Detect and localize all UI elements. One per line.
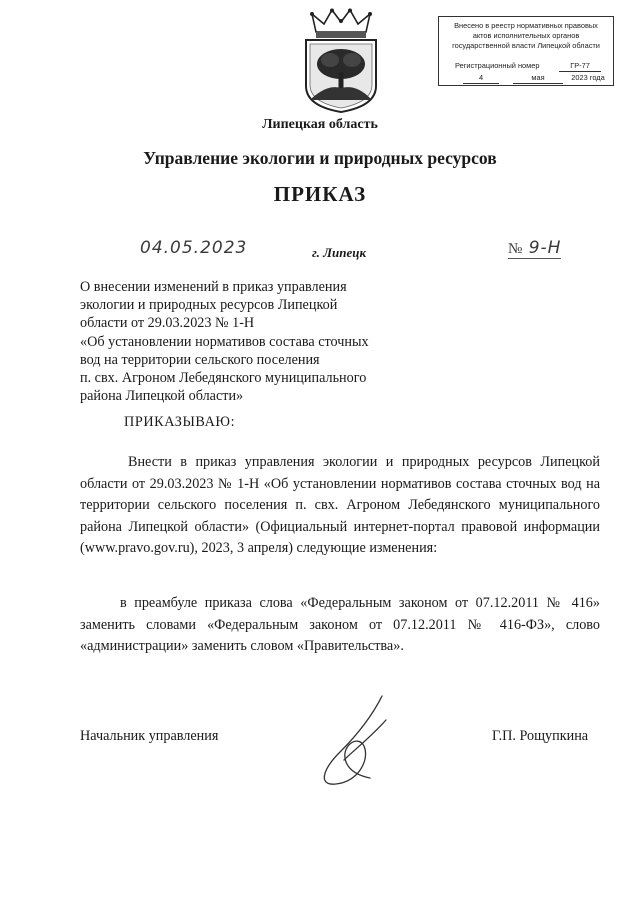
document-type: ПРИКАЗ: [273, 182, 367, 206]
order-date: 04.05.2023: [140, 238, 248, 258]
signatory-position: Начальник управления: [80, 728, 219, 744]
registration-stamp: [438, 16, 614, 86]
signature-image: [300, 690, 410, 790]
department-name: Управление экологии и природных ресурсов: [143, 148, 497, 168]
order-number-value: 9-Н: [528, 238, 562, 258]
stamp-line-2: актов исполнительных органов: [472, 31, 580, 40]
stamp-reg-number: ГР-77: [559, 61, 601, 72]
order-paragraph-2: в преамбуле приказа слова «Федеральным законом от 07.12.2011 № 416» заменить словами «Федеральным законом от 07.12.2011 № 416-ФЗ», слово «администрации» заменить словом «Правительства».: [80, 595, 600, 655]
order-city: г. Липецк: [312, 245, 367, 260]
order-subject: О внесении изменений в приказ управления экологии и природных ресурсов Липецкой области от 29.03.2023 № 1-Н «Об установлении нормативов состава сточных вод на территории сельского поселения п. свх. Агроном Лебедянского муниципального района Липецкой области»: [80, 279, 369, 405]
stamp-month: мая: [513, 73, 563, 84]
stamp-line-1: Внесено в реестр нормативных правовых: [454, 21, 598, 30]
region-name: Липецкая область: [262, 117, 378, 132]
order-paragraph-1: Внести в приказ управления экологии и природных ресурсов Липецкой области от 29.03.2023 № 1-Н «Об установлении нормативов состава сточных вод на территории сельского поселения п. свх. Агроном Лебедянского муниципального района Липецкой области» (Официальный интернет-портал правовой информации (www.pravo.gov.ru), 2023, 3 апреля) следующие изменения:: [80, 454, 600, 557]
stamp-line-3: государственной власти Липецкой области: [452, 41, 600, 50]
signatory-name: Г.П. Рощупкина: [492, 728, 589, 744]
stamp-day: 4: [463, 73, 499, 84]
stamp-year: 2023 года: [571, 73, 605, 82]
stamp-reg-label: Регистрационный номер: [455, 61, 540, 70]
order-directive: ПРИКАЗЫВАЮ:: [124, 414, 236, 430]
order-number: [508, 238, 561, 258]
number-sign: №: [508, 241, 523, 257]
coat-of-arms-icon: [298, 8, 384, 114]
